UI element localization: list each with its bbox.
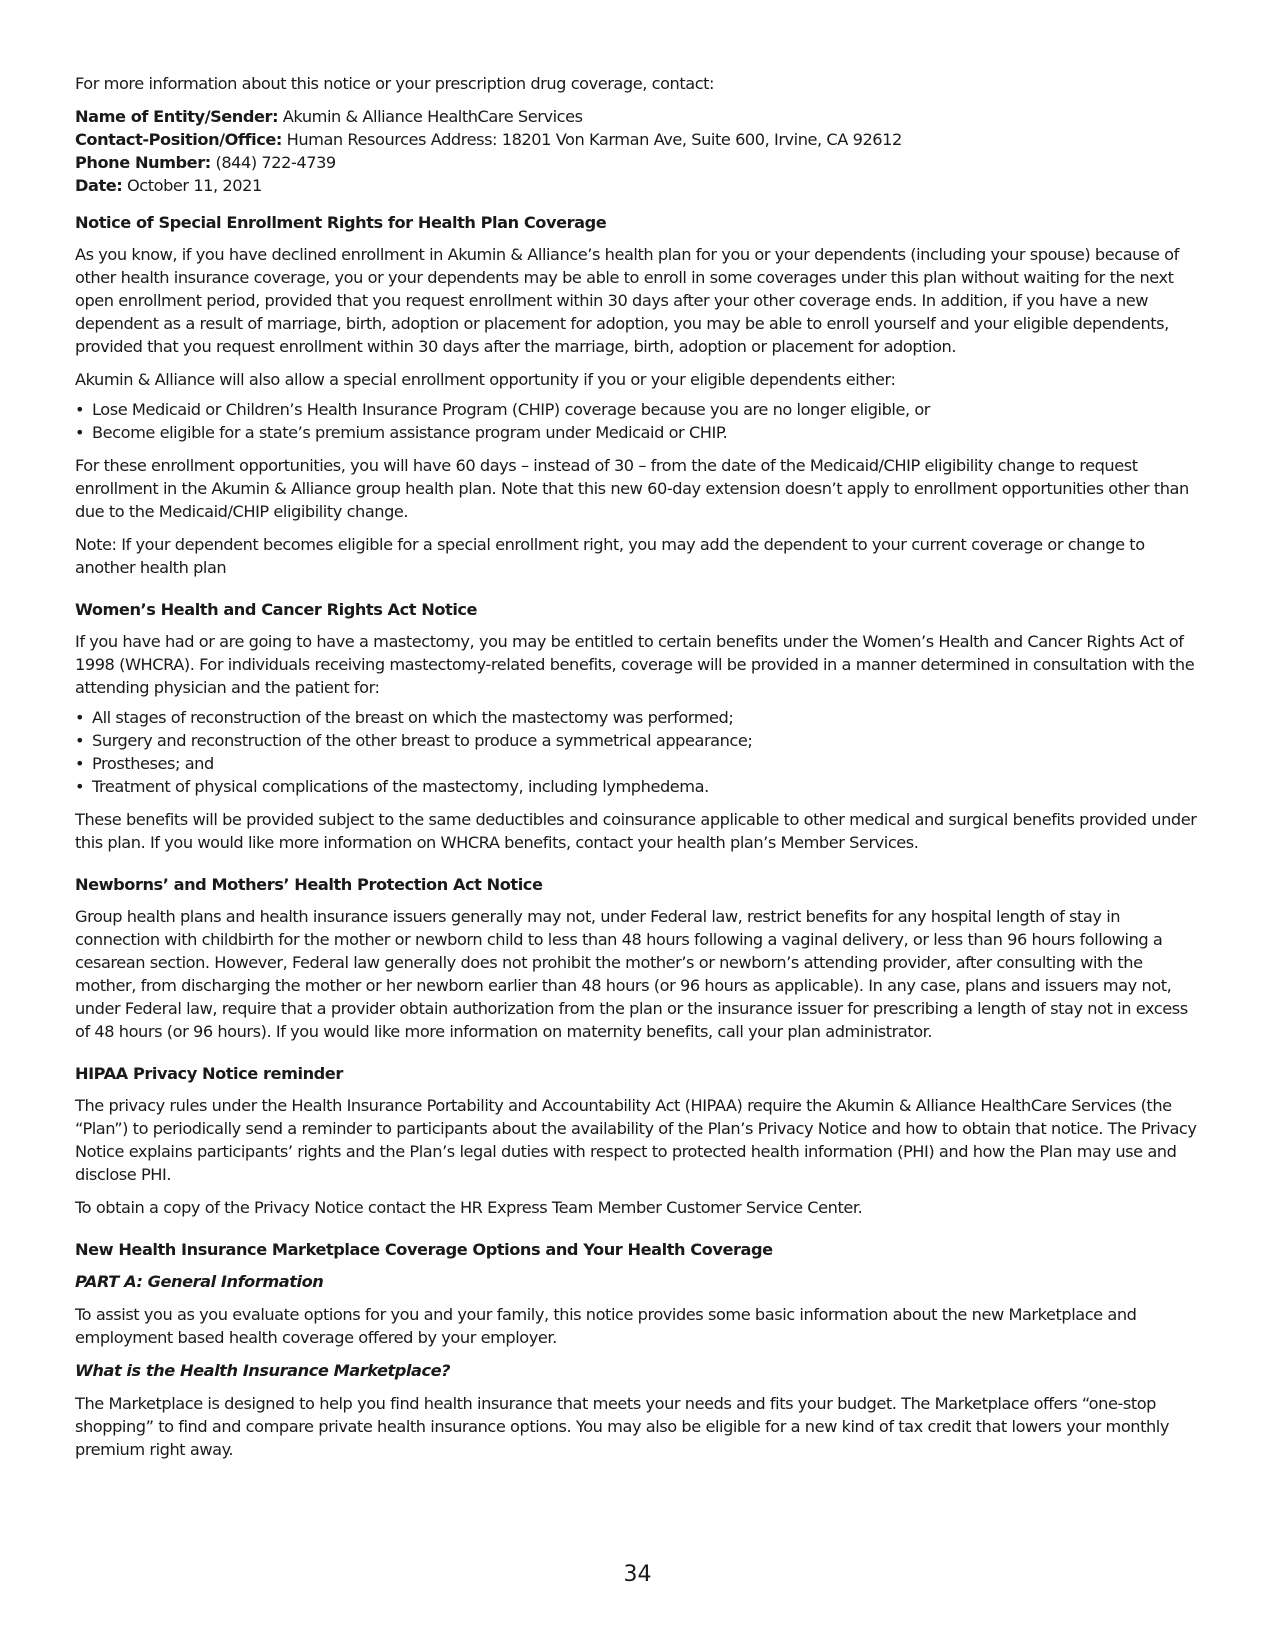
list-item: • Prostheses; and [75, 752, 1203, 775]
special-enrollment-paragraph-1: As you know, if you have declined enrollment in Akumin & Alliance’s health plan for you or your dependents (including your spouse) because of other health insurance coverage, you or your dependents may be able to enroll in some coverages under this plan without waiting for the next open enrollment period, provided that you request enrollment within 30 days after your other coverage ends. In addition, if you have a new dependent as a result of marriage, birth, adoption or placement for adoption, you may be able to enroll yourself and your eligible dependents, provided that you request enrollment within 30 days after the marriage, birth, adoption or placement for adoption. [75, 245, 1179, 356]
list-item: • Lose Medicaid or Children’s Health Insurance Program (CHIP) coverage because you are no longer eligible, or [75, 398, 1203, 421]
special-enrollment-note: Note: If your dependent becomes eligible for a special enrollment right, you may add the dependent to your current coverage or change to another health plan [75, 535, 1145, 577]
list-item: • Treatment of physical complications of the mastectomy, including lymphedema. [75, 775, 1203, 798]
special-enrollment-paragraph-2: Akumin & Alliance will also allow a special enrollment opportunity if you or your eligible dependents either: [75, 370, 896, 389]
contact-entity-label: Name of Entity/Sender: [75, 107, 279, 126]
newborns-paragraph-1: Group health plans and health insurance issuers generally may not, under Federal law, restrict benefits for any hospital length of stay in connection with childbirth for the mother or newborn child to less than 48 hours following a vaginal delivery, or less than 96 hours following a cesarean section. However, Federal law generally does not prohibit the mother’s or newborn’s attending provider, after consulting with the mother, from discharging the mother or her newborn earlier than 48 hours (or 96 hours as applicable). In any case, plans and issuers may not, under Federal law, require that a provider obtain authorization from the plan or the insurance issuer for prescribing a length of stay not in excess of 48 hours (or 96 hours). If you would like more information on maternity benefits, call your plan administrator. [75, 907, 1188, 1041]
document-body [75, 72, 1203, 1461]
contact-entity-value: Akumin & Alliance HealthCare Services [278, 107, 583, 126]
page-number: 34 [623, 1562, 652, 1587]
marketplace-part-a-heading: PART A: General Information [75, 1272, 324, 1291]
whcra-heading: Women’s Health and Cancer Rights Act Notice [75, 600, 478, 619]
contact-position-value: Human Resources Address: 18201 Von Karman Ave, Suite 600, Irvine, CA 92612 [281, 130, 902, 149]
contact-entity-row [75, 105, 1203, 128]
intro-text: For more information about this notice or your prescription drug coverage, contact: [75, 74, 715, 93]
contact-phone-value: (844) 722-4739 [210, 153, 336, 172]
hipaa-paragraph-2: To obtain a copy of the Privacy Notice contact the HR Express Team Member Customer Service Center. [75, 1198, 863, 1217]
list-item: • Become eligible for a state’s premium assistance program under Medicaid or CHIP. [75, 421, 1203, 444]
contact-position-row [75, 128, 1203, 151]
marketplace-heading: New Health Insurance Marketplace Coverage Options and Your Health Coverage [75, 1240, 773, 1259]
contact-date-row [75, 174, 1203, 197]
marketplace-question-heading: What is the Health Insurance Marketplace? [75, 1361, 451, 1380]
hipaa-paragraph-1: The privacy rules under the Health Insurance Portability and Accountability Act (HIPAA) require the Akumin & Alliance HealthCare Services (the “Plan”) to periodically send a reminder to participants about the availability of the Plan’s Privacy Notice and how to obtain that notice. The Privacy Notice explains participants’ rights and the Plan’s legal duties with respect to protected health information (PHI) and how the Plan may use and disclose PHI. [75, 1096, 1197, 1184]
special-enrollment-bullet-list [75, 398, 1203, 444]
special-enrollment-heading: Notice of Special Enrollment Rights for Health Plan Coverage [75, 213, 607, 232]
whcra-paragraph-1: If you have had or are going to have a mastectomy, you may be entitled to certain benefits under the Women’s Health and Cancer Rights Act of 1998 (WHCRA). For individuals receiving mastectomy-related benefits, coverage will be provided in a manner determined in consultation with the attending physician and the patient for: [75, 632, 1195, 697]
contact-phone-label: Phone Number: [75, 153, 211, 172]
marketplace-paragraph-2: The Marketplace is designed to help you find health insurance that meets your needs and fits your budget. The Marketplace offers “one-stop shopping” to find and compare private health insurance options. You may also be eligible for a new kind of tax credit that lowers your monthly premium right away. [75, 1394, 1169, 1459]
contact-date-label: Date: [75, 176, 123, 195]
list-item: • All stages of reconstruction of the breast on which the mastectomy was performed; [75, 706, 1203, 729]
hipaa-heading: HIPAA Privacy Notice reminder [75, 1064, 343, 1083]
newborns-heading: Newborns’ and Mothers’ Health Protection Act Notice [75, 875, 543, 894]
contact-phone-row [75, 151, 1203, 174]
list-item: • Surgery and reconstruction of the other breast to produce a symmetrical appearance; [75, 729, 1203, 752]
whcra-bullet-list [75, 706, 1203, 798]
special-enrollment-paragraph-3: For these enrollment opportunities, you will have 60 days – instead of 30 – from the date of the Medicaid/CHIP eligibility change to request enrollment in the Akumin & Alliance group health plan. Note that this new 60-day extension doesn’t apply to enrollment opportunities other than due to the Medicaid/CHIP eligibility change. [75, 456, 1189, 521]
whcra-paragraph-2: These benefits will be provided subject to the same deductibles and coinsurance applicable to other medical and surgical benefits provided under this plan. If you would like more information on WHCRA benefits, contact your health plan’s Member Services. [75, 810, 1197, 852]
contact-block [75, 105, 1203, 197]
contact-position-label: Contact-Position/Office: [75, 130, 282, 149]
contact-date-value: October 11, 2021 [122, 176, 262, 195]
marketplace-paragraph-1: To assist you as you evaluate options for you and your family, this notice provides some basic information about the new Marketplace and employment based health coverage offered by your employer. [75, 1305, 1137, 1347]
